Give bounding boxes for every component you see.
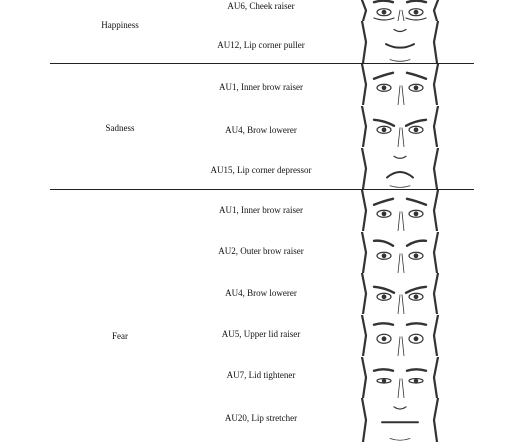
face-sketch-cheek-raise bbox=[360, 0, 440, 21]
au-label: AU1, Inner brow raiser bbox=[219, 205, 303, 215]
face-sketch-brow-lower bbox=[360, 273, 440, 314]
au-label: AU7, Lid tightener bbox=[226, 370, 296, 380]
au-label: AU15, Lip corner depressor bbox=[210, 165, 312, 175]
face-photo bbox=[360, 398, 440, 442]
face-sketch-outer-brow-raise bbox=[360, 232, 440, 273]
face-sketch-inner-brow-raise bbox=[360, 190, 440, 231]
au-label: AU20, Lip stretcher bbox=[224, 413, 298, 423]
au-label: AU4, Brow lowerer bbox=[225, 125, 297, 135]
face-sketch-frown bbox=[360, 148, 440, 189]
face-photo bbox=[360, 190, 440, 231]
face-sketch-smile bbox=[360, 21, 440, 63]
face-photo bbox=[360, 273, 440, 314]
au-label: AU5, Upper lid raiser bbox=[221, 329, 301, 339]
face-photo bbox=[360, 232, 440, 273]
au-label: AU4, Brow lowerer bbox=[225, 288, 297, 298]
emotion-label-happiness: Happiness bbox=[101, 20, 139, 30]
face-sketch-inner-brow-raise bbox=[360, 64, 440, 105]
au-label: AU2, Outer brow raiser bbox=[218, 246, 304, 256]
face-photo bbox=[360, 357, 440, 398]
face-photo bbox=[360, 148, 440, 189]
au-label: AU6, Cheek raiser bbox=[227, 1, 295, 11]
face-sketch-brow-lower bbox=[360, 106, 440, 147]
face-photo bbox=[360, 106, 440, 147]
face-photo bbox=[360, 0, 440, 21]
emotion-label-fear: Fear bbox=[112, 331, 128, 341]
face-sketch-lid-raise bbox=[360, 315, 440, 356]
face-photo bbox=[360, 315, 440, 356]
au-label: AU1, Inner brow raiser bbox=[219, 82, 303, 92]
face-sketch-lip-stretch bbox=[360, 398, 440, 442]
au-label: AU12, Lip corner puller bbox=[217, 40, 305, 50]
emotion-label-sadness: Sadness bbox=[105, 123, 135, 133]
face-photo bbox=[360, 64, 440, 105]
face-sketch-lid-tight bbox=[360, 357, 440, 398]
face-photo bbox=[360, 21, 440, 63]
